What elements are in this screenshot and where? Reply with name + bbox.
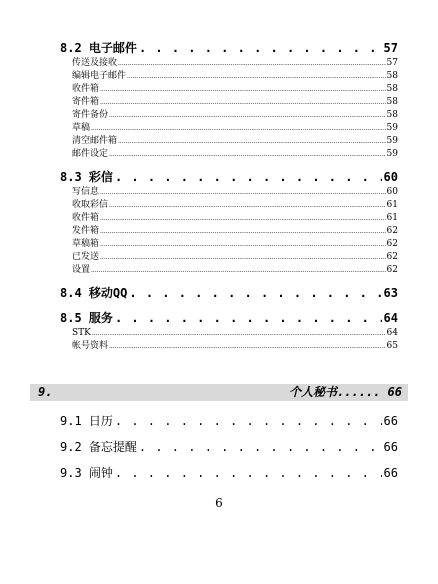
entry-label: STK [72, 328, 91, 338]
dot-leader [100, 212, 386, 225]
entry-page: 66 [383, 466, 398, 480]
dot-leader [115, 413, 382, 430]
dot-leader [91, 122, 386, 135]
entry-label: 收件箱 [72, 84, 100, 94]
entry-page: 62 [386, 226, 398, 236]
entry-label: 传送及接收 [72, 58, 118, 68]
section-title: 8.3 彩信 [60, 170, 113, 184]
dot-leader [109, 148, 386, 161]
entry-page: 61 [386, 200, 398, 210]
toc-entry [60, 199, 398, 212]
entry-page: 66 [383, 440, 398, 454]
entry-page: 59 [386, 136, 398, 146]
section-title: 8.4 移动QQ [60, 286, 128, 300]
toc-entry [60, 212, 398, 225]
chapter-9-entries [60, 413, 398, 491]
dot-leader [115, 169, 382, 186]
dot-leader [100, 96, 386, 109]
section-title: 8.2 电子邮件 [60, 41, 137, 55]
entry-page: 62 [386, 252, 398, 262]
entry-label: 邮件设定 [72, 149, 109, 159]
entry-label: 寄件备份 [72, 110, 109, 120]
entry-page: 58 [386, 97, 398, 107]
toc-section-8-2 [60, 40, 398, 57]
toc-entry [60, 340, 398, 353]
entry-page: 57 [386, 58, 398, 68]
dot-leader [139, 40, 382, 57]
dot-leader: ...... [336, 385, 381, 399]
dot-leader [118, 135, 386, 148]
toc-entry [60, 264, 398, 277]
entry-label: 已发送 [72, 252, 100, 262]
entry-page: 60 [386, 187, 398, 197]
section-page: 63 [383, 286, 398, 300]
toc-entry [60, 186, 398, 199]
chapter-title: 个人秘书 [288, 385, 337, 399]
entry-label: 写信息 [72, 187, 100, 197]
dot-leader [127, 70, 386, 83]
entry-label: 设置 [72, 265, 91, 275]
entry-label: 草稿箱 [72, 239, 100, 249]
dot-leader [139, 439, 382, 456]
entry-page: 58 [386, 84, 398, 94]
entry-label: 9.3 闹钟 [60, 466, 113, 480]
entry-page: 59 [386, 149, 398, 159]
dot-leader [129, 285, 381, 302]
entry-label: 9.2 备忘提醒 [60, 440, 137, 454]
dot-leader [118, 57, 386, 70]
entry-label: 编辑电子邮件 [72, 71, 127, 81]
toc-entry [60, 238, 398, 251]
chapter-heading [289, 384, 402, 401]
toc-entry [60, 225, 398, 238]
toc-entry [60, 122, 398, 135]
entry-page: 59 [386, 123, 398, 133]
toc-entry [60, 251, 398, 264]
entry-page: 62 [386, 239, 398, 249]
entry-label: 草稿 [72, 123, 91, 133]
chapter-number: 9. [38, 385, 53, 399]
toc-entry [60, 327, 398, 340]
entry-page: 58 [386, 110, 398, 120]
toc-entry [60, 135, 398, 148]
dot-leader [109, 340, 386, 353]
entry-page: 66 [383, 414, 398, 428]
dot-leader [100, 251, 386, 264]
toc-entry-9-1 [60, 413, 398, 439]
dot-leader [115, 310, 382, 327]
toc-entry [60, 83, 398, 96]
toc-entry [60, 148, 398, 161]
entry-page: 61 [386, 213, 398, 223]
dot-leader [100, 83, 386, 96]
entry-label: 9.1 日历 [60, 414, 113, 428]
entry-label: 寄件箱 [72, 97, 100, 107]
toc-section-8-4 [60, 285, 398, 302]
entry-label: 收取彩信 [72, 200, 109, 210]
dot-leader [100, 225, 386, 238]
dot-leader [91, 264, 386, 277]
toc-entry [60, 57, 398, 70]
entry-label: 发件箱 [72, 226, 100, 236]
toc-entry [60, 109, 398, 122]
section-page: 60 [383, 170, 398, 184]
section-title: 8.5 服务 [60, 311, 113, 325]
toc-chapter-9 [30, 384, 408, 401]
entry-label: 帐号资料 [72, 341, 109, 351]
entry-page: 58 [386, 71, 398, 81]
section-page: 64 [383, 311, 398, 325]
entry-page: 64 [386, 328, 398, 338]
dot-leader [100, 186, 386, 199]
entry-page: 62 [386, 265, 398, 275]
entry-label: 收件箱 [72, 213, 100, 223]
entry-page: 65 [386, 341, 398, 351]
section-page: 57 [383, 41, 398, 55]
table-of-contents [60, 40, 398, 353]
dot-leader [115, 465, 382, 482]
toc-section-8-5 [60, 310, 398, 327]
dot-leader [109, 109, 386, 122]
toc-entry [60, 70, 398, 83]
chapter-page: 66 [387, 385, 402, 399]
page-number: 6 [215, 496, 223, 510]
toc-entry-9-3 [60, 465, 398, 491]
entry-label: 清空邮件箱 [72, 136, 118, 146]
dot-leader [100, 238, 386, 251]
dot-leader [92, 327, 386, 340]
toc-entry-9-2 [60, 439, 398, 465]
toc-section-8-3 [60, 169, 398, 186]
toc-entry [60, 96, 398, 109]
dot-leader [109, 199, 386, 212]
